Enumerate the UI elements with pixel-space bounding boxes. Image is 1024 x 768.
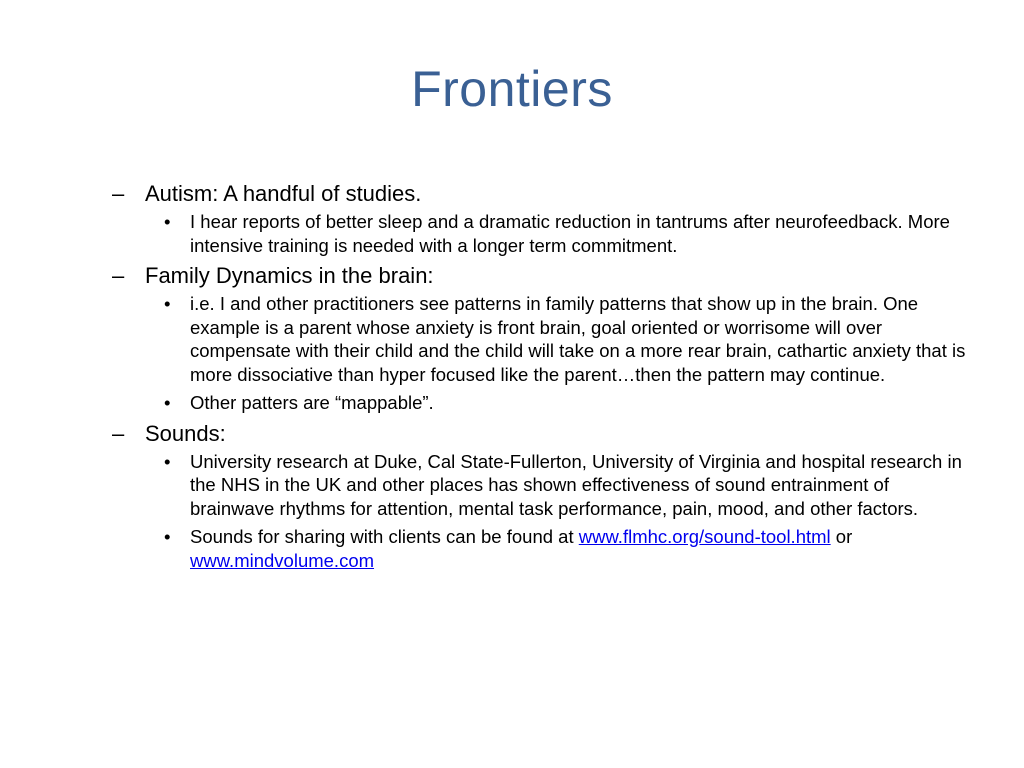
sub-bullet-text: Other patters are “mappable”. [190,392,434,413]
bullet-item-family-dynamics [112,262,972,290]
bullet-item-autism [112,180,972,208]
bullet-marker: • [164,211,171,232]
links-prefix: Sounds for sharing with clients can be found at [190,526,579,547]
bullet-marker: • [164,392,171,413]
bullet-heading: Autism: A handful of studies. [145,181,422,206]
links-joiner: or [830,526,853,547]
dash-marker: – [112,263,125,288]
flmhc-link[interactable]: www.flmhc.org/sound-tool.html [578,526,831,547]
bullet-item-sounds [112,420,972,448]
dash-marker: – [112,420,125,446]
bullet-marker: • [164,450,171,472]
bullet-heading: Sounds: [145,420,226,446]
sub-bullet-links [164,525,972,572]
slide-title: Frontiers [411,61,613,117]
mindvolume-link[interactable]: www.mindvolume.com [190,549,375,571]
bullet-marker: • [164,526,171,547]
sub-bullet [164,210,972,257]
sub-bullet-text: i.e. I and other practitioners see patterns in family patterns that show up in the brain. One example is a parent whose anxiety is front brain, goal oriented or worrisome will over compensate with their child and the child will take on a more rear brain, cathartic anxiety that is more dissociative than hyper focused like the parent…then the pattern may continue. [190,293,966,385]
sub-bullet [164,292,972,386]
bullet-marker: • [164,293,171,314]
bullet-heading: Family Dynamics in the brain: [145,263,434,288]
sub-bullet [164,391,972,415]
sub-bullet-text: I hear reports of better sleep and a dramatic reduction in tantrums after neurofeedback. More intensive training is needed with a longer term commitment. [190,211,950,256]
sub-bullet-text: University research at Duke, Cal State-Fullerton, University of Virginia and hospital research in the NHS in the UK and other places has shown effectiveness of sound entrainment of brainwave rhythms for attention, mental task performance, pain, mood, and other factors. [190,450,962,519]
sub-bullet [164,450,972,521]
dash-marker: – [112,181,125,206]
sub-bullet-text [190,525,972,572]
slide-content [112,180,972,577]
